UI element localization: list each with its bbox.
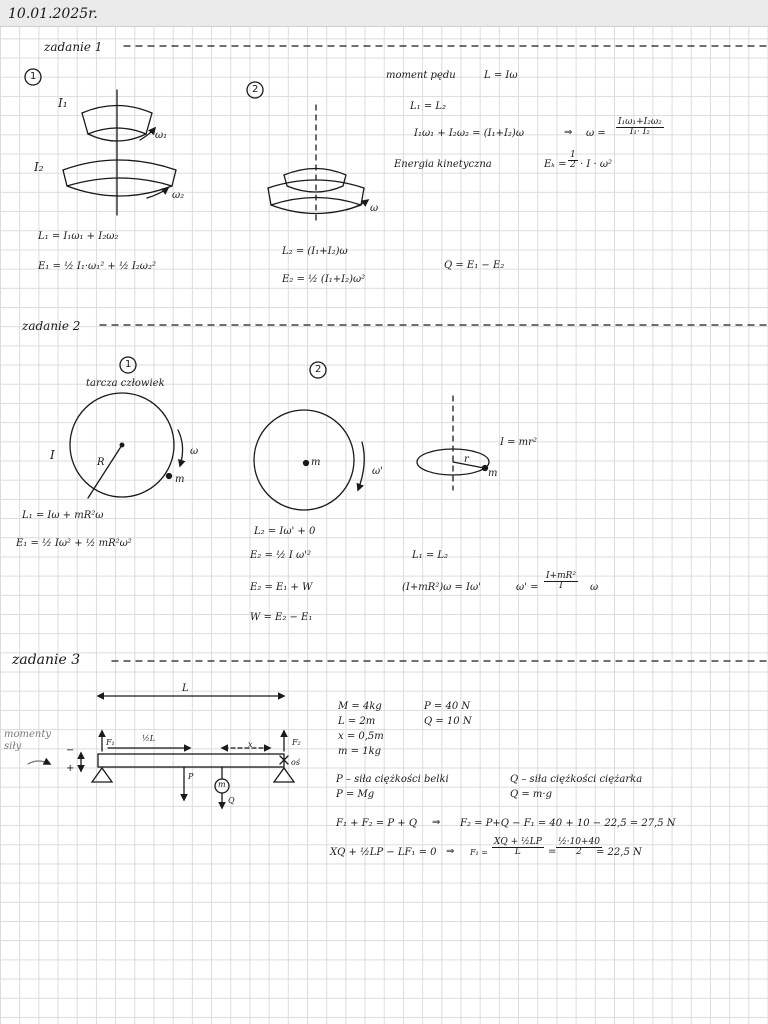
z3-sum-eq: F₁ + F₂ = P + Q [336, 818, 418, 829]
z3-Q-eq: Q = m·g [510, 789, 552, 800]
z3-given-M: M = 4kg [338, 701, 382, 712]
z3-title: zadanie 3 [12, 652, 81, 668]
z2-num2: 2 [315, 364, 322, 375]
z1-cons-eq: I₁ω₁ + I₂ω₂ = (I₁+I₂)ω [414, 128, 524, 139]
z1-w-num: I₁ω₁+I₂ω₂ [618, 117, 662, 127]
z1-energy-label: Energia kinetyczna [394, 159, 492, 170]
z3-givens-left [338, 699, 384, 759]
z3-F1-den: L [514, 847, 521, 857]
z2-E1-eq: E₁ = ½ Iω² + ½ mR²ω² [16, 538, 132, 549]
z1-num2: 2 [252, 84, 259, 95]
z3-given-P: P = 40 N [424, 701, 471, 712]
z3-given-Q: Q = 10 N [424, 716, 472, 727]
z1-combined-discs-drawing [268, 105, 368, 220]
z1-title: zadanie 1 [44, 40, 103, 54]
z2-title: zadanie 2 [22, 319, 81, 333]
z2-R-label: R [97, 457, 105, 468]
z2-wp-tail: ω [590, 582, 599, 593]
z3-halfL-label: ½L [142, 734, 156, 743]
z1-w2-label: ω₂ [172, 190, 185, 201]
z1-moment-eq: L = Iω [484, 70, 518, 81]
z1-w-label: ω [370, 203, 379, 214]
z3-given-x: x = 0,5m [338, 731, 384, 742]
z2-r-label: r [464, 454, 469, 465]
z2-L2-eq: L₂ = Iω' + 0 [254, 526, 316, 537]
z1-E1-eq: E₁ = ½ I₁·ω₁² + ½ I₂ω₂² [38, 261, 156, 272]
z3-minus: − [66, 745, 75, 756]
z3-moment-eq: XQ + ½LP − LF₁ = 0 [330, 847, 437, 858]
z1-w1-label: ω₁ [155, 130, 168, 141]
z3-P-desc: P – siła ciężkości belki [336, 774, 449, 785]
z3-implies-1: ⇒ [432, 817, 441, 828]
z3-Q-label: Q [228, 796, 235, 805]
z2-W-eq: W = E₂ − E₁ [250, 612, 313, 623]
z2-E2-eq: E₂ = ½ I ω'² [250, 550, 311, 561]
z1-Q-eq: Q = E₁ − E₂ [444, 260, 505, 271]
z3-F1-num: XQ + ½LP [494, 837, 542, 847]
z2-w-label: ω [190, 446, 199, 457]
z2-cons: L₁ = L₂ [412, 550, 449, 561]
z1-two-discs-drawing [63, 90, 176, 215]
z3-beam-drawing [81, 696, 294, 808]
z3-side-label: momenty siły [4, 729, 52, 752]
z3-side-label-arrow [28, 761, 50, 764]
z1-energy-rhs: · I · ω² [580, 159, 613, 170]
z3-F1-lhs: F₁ = [470, 848, 489, 857]
z2-I-label: I [50, 448, 55, 462]
z3-axis-label: oś [291, 758, 300, 767]
z3-F2-label: F₂ [292, 738, 301, 747]
z3-F1-mid-den: 2 [576, 847, 582, 857]
z1-energy-fraction [568, 151, 578, 170]
z1-L2-eq: L₂ = (I₁+I₂)ω [282, 246, 348, 257]
z2-m-label: m [175, 474, 185, 485]
z1-moment-label: moment pędu [386, 70, 456, 81]
page-date: 10.01.2025r. [8, 6, 98, 22]
z2-cons-eq: (I+mR²)ω = Iω' [402, 582, 481, 593]
z3-F1-result: = 22,5 N [596, 847, 642, 858]
z2-I-eq: I = mr² [500, 437, 537, 448]
z2-wp-lhs: ω' = [516, 582, 539, 593]
z3-Q-desc: Q – siła ciężkości ciężarka [510, 774, 643, 785]
z3-F1-mid-num: ½·10+40 [558, 837, 601, 847]
z3-P-eq: P = Mg [336, 789, 375, 800]
z2-wp-den: I [559, 581, 563, 591]
z3-implies-2: ⇒ [446, 846, 455, 857]
z3-eq-sign: = [548, 846, 557, 857]
z2-num1: 1 [125, 359, 132, 370]
z1-w-eq-lhs: ω = [586, 128, 606, 139]
z3-L-label: L [182, 683, 189, 694]
z2-m2-label: m [311, 457, 321, 468]
z2-E2b-eq: E₂ = E₁ + W [250, 582, 313, 593]
z3-F1-fraction [492, 838, 544, 857]
z1-energy-num: 1 [570, 150, 576, 160]
z3-plus: + [66, 763, 75, 774]
z1-w-fraction [616, 118, 664, 137]
z3-sum-result: F₂ = P+Q − F₁ = 40 + 10 − 22,5 = 27,5 N [460, 818, 676, 829]
z3-given-L: L = 2m [338, 716, 376, 727]
z1-cons: L₁ = L₂ [410, 101, 447, 112]
z1-I1-label: I₁ [58, 96, 68, 110]
z2-m3-label: m [488, 468, 498, 479]
z2-ring-mass-drawing [417, 396, 489, 490]
z2-wp-num: I+mR² [546, 571, 577, 581]
z1-w-den: I₁· I₂ [629, 127, 650, 137]
z3-P-label: P [188, 772, 194, 781]
z1-L1-eq: L₁ = I₁ω₁ + I₂ω₂ [38, 231, 119, 242]
z3-x-label: x [248, 740, 253, 749]
z1-I2-label: I₂ [34, 160, 44, 174]
z3-m-label: m [218, 780, 226, 789]
z1-energy-lhs: Eₖ = [544, 159, 567, 170]
z2-disk-with-man-drawing [70, 393, 183, 498]
z1-E2-eq: E₂ = ½ (I₁+I₂)ω² [282, 274, 366, 285]
z1-implies: ⇒ [564, 127, 573, 138]
z2-wprime-label: ω' [372, 466, 383, 477]
z2-disk-label: tarcza człowiek [86, 378, 165, 389]
z2-wp-fraction [544, 572, 578, 591]
z3-given-m: m = 1kg [338, 746, 382, 757]
z3-F1-label: F₁ [106, 738, 115, 747]
z3-givens-right [424, 699, 472, 729]
z1-energy-den: 2 [570, 160, 576, 170]
z2-disk-center-mass-drawing [254, 410, 364, 510]
z2-L1-eq: L₁ = Iω + mR²ω [22, 510, 104, 521]
z1-num1: 1 [30, 71, 37, 82]
